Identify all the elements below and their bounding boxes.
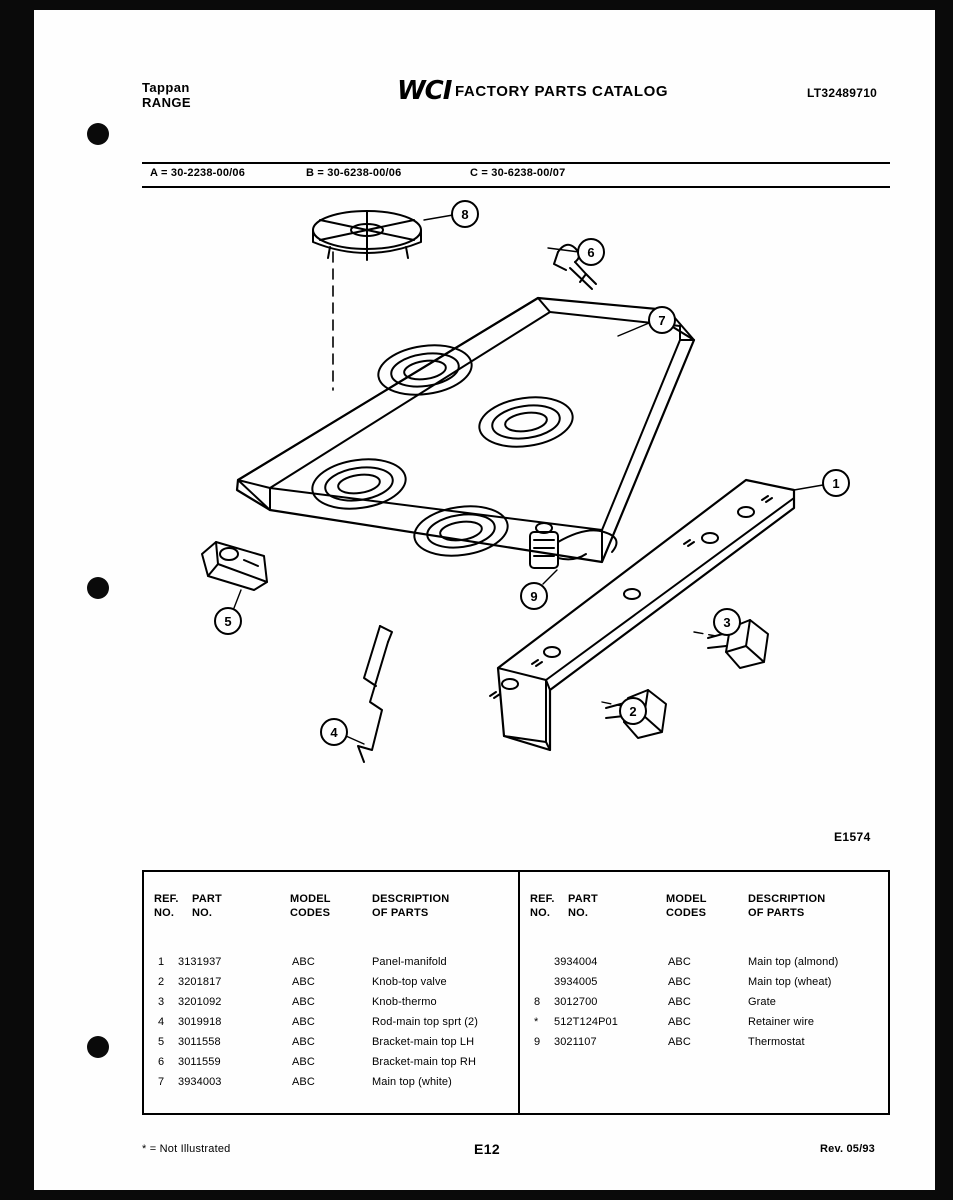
svg-text:3: 3 bbox=[723, 615, 731, 630]
cell-desc: Retainer wire bbox=[748, 1016, 815, 1028]
parts-table bbox=[142, 870, 890, 1115]
revision-label: Rev. 05/93 bbox=[820, 1143, 876, 1155]
wci-logo: WCI bbox=[397, 76, 452, 106]
callout-2 bbox=[620, 698, 646, 724]
column-header-part: PART NO. bbox=[568, 893, 598, 919]
cell-ref: 4 bbox=[158, 1016, 165, 1028]
document-code: LT32489710 bbox=[807, 86, 878, 100]
callout-7 bbox=[649, 307, 675, 333]
callout-4 bbox=[321, 719, 347, 745]
cell-ref: 7 bbox=[158, 1076, 165, 1088]
main-top-part bbox=[237, 298, 694, 562]
column-header-ref: REF. NO. bbox=[530, 893, 555, 919]
cell-ref: 8 bbox=[534, 996, 541, 1008]
cell-desc: Knob-top valve bbox=[372, 976, 447, 988]
callout-8 bbox=[452, 201, 478, 227]
table-row bbox=[520, 956, 894, 976]
model-code-b: B = 30-6238-00/06 bbox=[306, 167, 402, 179]
page-sheet bbox=[34, 10, 935, 1190]
cell-desc: Main top (wheat) bbox=[748, 976, 832, 988]
footnote: * = Not Illustrated bbox=[142, 1143, 231, 1155]
cell-part: 3934005 bbox=[554, 976, 598, 988]
cell-model: ABC bbox=[292, 996, 315, 1008]
brand-name: Tappan bbox=[142, 80, 190, 95]
punch-hole bbox=[87, 1036, 109, 1058]
table-row bbox=[520, 1036, 894, 1056]
cell-part: 3201092 bbox=[178, 996, 222, 1008]
cell-part: 3934003 bbox=[178, 1076, 222, 1088]
table-row bbox=[520, 1016, 894, 1036]
cell-ref: 6 bbox=[158, 1056, 165, 1068]
column-header-description: DESCRIPTION OF PARTS bbox=[372, 893, 450, 919]
column-header-description: DESCRIPTION OF PARTS bbox=[748, 893, 826, 919]
illustration-code: E1574 bbox=[834, 830, 871, 844]
svg-text:1: 1 bbox=[832, 476, 840, 491]
grate-part bbox=[313, 211, 421, 260]
page-title: FACTORY PARTS CATALOG bbox=[455, 83, 669, 100]
svg-text:4: 4 bbox=[330, 725, 338, 740]
cell-model: ABC bbox=[668, 1016, 691, 1028]
cell-model: ABC bbox=[668, 996, 691, 1008]
page-number: E12 bbox=[474, 1141, 501, 1157]
thermostat-part bbox=[530, 523, 617, 568]
column-header-part: PART NO. bbox=[192, 893, 222, 919]
cell-part: 3019918 bbox=[178, 1016, 222, 1028]
cell-model: ABC bbox=[668, 976, 691, 988]
cell-part: 3011559 bbox=[178, 1056, 221, 1068]
cell-part: 3011558 bbox=[178, 1036, 221, 1048]
cell-model: ABC bbox=[292, 956, 315, 968]
callout-5 bbox=[215, 608, 241, 634]
parts-table-left bbox=[144, 872, 518, 1113]
cell-desc: Bracket-main top RH bbox=[372, 1056, 476, 1068]
table-row bbox=[144, 1056, 518, 1076]
cell-ref: 5 bbox=[158, 1036, 165, 1048]
cell-model: ABC bbox=[668, 956, 691, 968]
parts-table-right bbox=[520, 872, 894, 1113]
cell-desc: Main top (white) bbox=[372, 1076, 452, 1088]
table-row bbox=[144, 1036, 518, 1056]
cell-part: 3201817 bbox=[178, 976, 222, 988]
svg-text:7: 7 bbox=[658, 313, 666, 328]
brand-block bbox=[142, 80, 191, 110]
parts-rows-right bbox=[520, 956, 894, 1056]
table-row bbox=[144, 956, 518, 976]
column-header-model: MODEL CODES bbox=[666, 893, 707, 919]
cell-desc: Grate bbox=[748, 996, 777, 1008]
cell-desc: Panel-manifold bbox=[372, 956, 447, 968]
callout-1 bbox=[823, 470, 849, 496]
callout-3 bbox=[714, 609, 740, 635]
callout-6 bbox=[578, 239, 604, 265]
cell-part: 3131937 bbox=[178, 956, 222, 968]
cell-part: 3012700 bbox=[554, 996, 598, 1008]
svg-text:8: 8 bbox=[461, 207, 469, 222]
table-row bbox=[144, 1016, 518, 1036]
exploded-view-illustration bbox=[134, 190, 894, 850]
punch-hole bbox=[87, 577, 109, 599]
cell-desc: Bracket-main top LH bbox=[372, 1036, 475, 1048]
cell-model: ABC bbox=[292, 1016, 315, 1028]
cell-part: 3934004 bbox=[554, 956, 598, 968]
cell-model: ABC bbox=[292, 976, 315, 988]
cell-desc: Knob-thermo bbox=[372, 996, 437, 1008]
cell-ref: 1 bbox=[158, 956, 165, 968]
svg-text:6: 6 bbox=[587, 245, 595, 260]
cell-ref: 2 bbox=[158, 976, 165, 988]
cell-part: 3021107 bbox=[554, 1036, 597, 1048]
table-row bbox=[144, 996, 518, 1016]
table-row bbox=[520, 976, 894, 996]
cell-ref: 9 bbox=[534, 1036, 541, 1048]
table-row bbox=[520, 996, 894, 1016]
cell-desc: Rod-main top sprt (2) bbox=[372, 1016, 479, 1028]
model-code-a: A = 30-2238-00/06 bbox=[150, 167, 246, 179]
brand-category: RANGE bbox=[142, 95, 191, 110]
model-code-c: C = 30-6238-00/07 bbox=[470, 167, 566, 179]
svg-text:9: 9 bbox=[530, 589, 538, 604]
parts-rows-left bbox=[144, 956, 518, 1096]
cell-part: 512T124P01 bbox=[554, 1016, 618, 1028]
callout-9 bbox=[521, 583, 547, 609]
column-header-model: MODEL CODES bbox=[290, 893, 331, 919]
column-header-ref: REF. NO. bbox=[154, 893, 179, 919]
cell-ref: 3 bbox=[158, 996, 165, 1008]
svg-text:2: 2 bbox=[629, 704, 637, 719]
cell-model: ABC bbox=[668, 1036, 691, 1048]
cell-model: ABC bbox=[292, 1076, 315, 1088]
model-code-band bbox=[142, 162, 890, 188]
table-row bbox=[144, 1076, 518, 1096]
cell-desc: Main top (almond) bbox=[748, 956, 839, 968]
cell-ref: * bbox=[534, 1016, 539, 1028]
cell-desc: Thermostat bbox=[748, 1036, 805, 1048]
bracket-main-top-lh-part bbox=[202, 542, 267, 590]
rod-main-top-support-part bbox=[358, 626, 392, 762]
svg-text:5: 5 bbox=[224, 614, 232, 629]
punch-hole bbox=[87, 123, 109, 145]
cell-model: ABC bbox=[292, 1036, 315, 1048]
cell-model: ABC bbox=[292, 1056, 315, 1068]
table-row bbox=[144, 976, 518, 996]
